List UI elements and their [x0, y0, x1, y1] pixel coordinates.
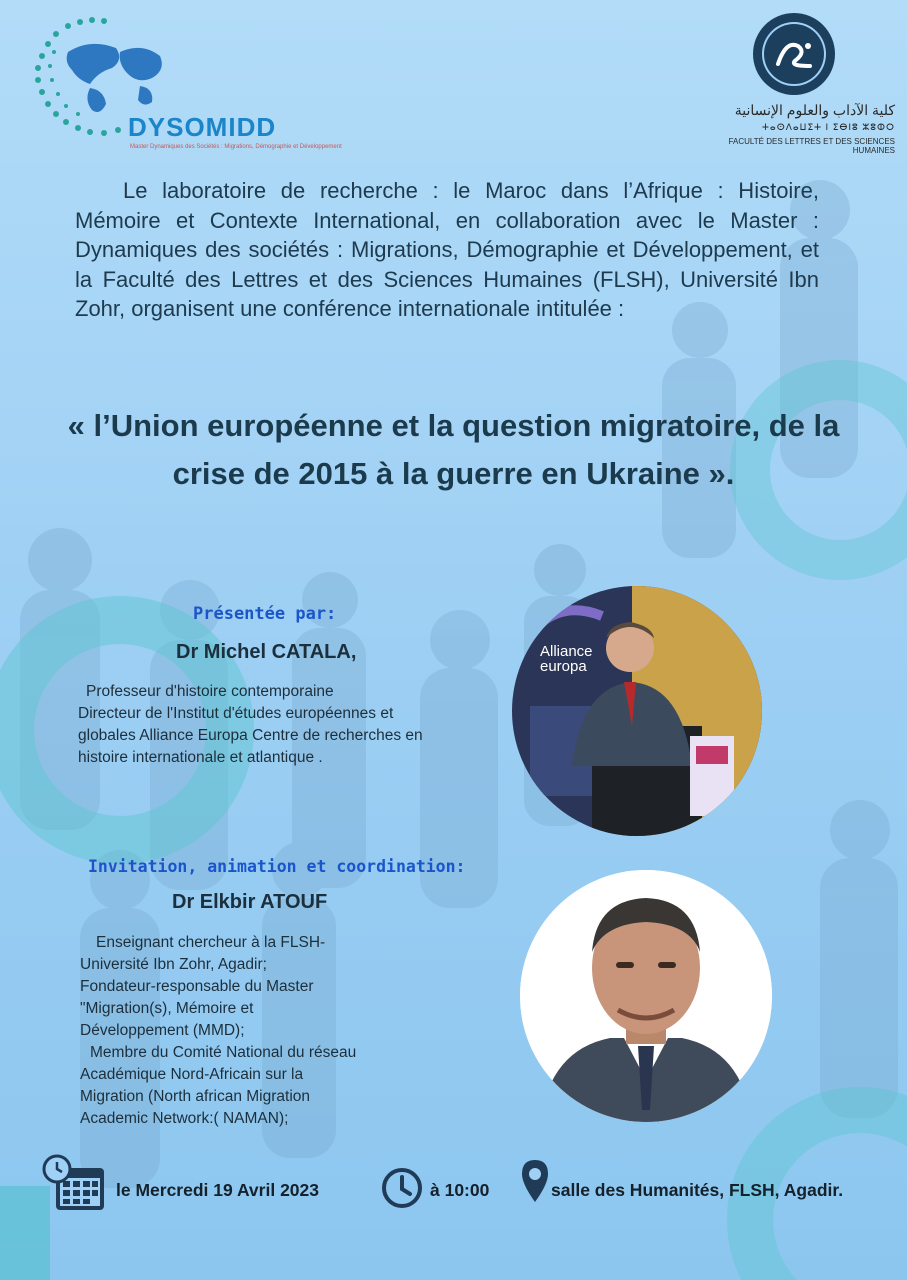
intro-paragraph: Le laboratoire de recherche : le Maroc dans l’Afrique : Histoire, Mémoire et Contexte International, en collaboration avec le Master : Dynamiques des sociétés : Migrations, Démographie et Développement, et la Faculté des Lettres et des Sciences Humaines (FLSH), Université Ibn Zohr, organisent une conférence internationale intitulée :: [75, 178, 819, 321]
speaker-bio-line: Professeur d'histoire contemporaine: [86, 683, 334, 700]
event-time: à 10:00: [430, 1180, 490, 1200]
host-photo: [520, 870, 772, 1122]
alliance-europa-banner: Alliance europa: [540, 643, 593, 675]
speaker-bio-line: globales Alliance Europa Centre de recherches en: [78, 727, 423, 744]
calendar-icon: [42, 1154, 108, 1214]
faculty-name-tifinagh: ⵜⴰⵙⴷⴰⵡⵉⵜ ⵏ ⵉⴱⵏⵓ ⵣⵓⵀⵔ: [761, 122, 895, 132]
dysomidd-subtitle: Master Dynamiques des Sociétés : Migrations, Démographie et Développement: [130, 144, 342, 150]
host-bio-line: Academic Network:( NAMAN);: [80, 1110, 289, 1127]
globe-icon: [67, 44, 162, 112]
university-seal: [752, 12, 836, 96]
speaker-bio-line: histoire internationale et atlantique .: [78, 749, 323, 766]
invitation-label: Invitation, animation et coordination:: [88, 857, 466, 876]
host-bio: [80, 932, 480, 1130]
host-bio-line: Membre du Comité National du réseau: [90, 1044, 357, 1061]
speaker-photo-illustration: [512, 586, 762, 836]
host-bio-line: Académique Nord-Africain sur la: [80, 1066, 304, 1083]
host-bio-line: Fondateur-responsable du Master: [80, 978, 314, 995]
location-pin-icon: [520, 1158, 550, 1204]
clock-icon: [380, 1166, 424, 1210]
conference-title: « l’Union européenne et la question migratoire, de la crise de 2015 à la guerre en Ukraine ».: [67, 408, 840, 491]
host-photo-illustration: [520, 870, 772, 1122]
faculty-name-arabic: كلية الآداب والعلوم الإنسانية: [734, 102, 895, 118]
presented-by-label: Présentée par:: [193, 604, 337, 624]
event-location: salle des Humanités, FLSH, Agadir.: [551, 1180, 844, 1200]
speaker-name: Dr Michel CATALA,: [176, 641, 357, 663]
event-date: le Mercredi 19 Avril 2023: [116, 1180, 319, 1200]
host-name: Dr Elkbir ATOUF: [172, 891, 328, 913]
host-bio-line: Enseignant chercheur à la FLSH-: [96, 934, 326, 951]
host-bio-line: "Migration(s), Mémoire et: [80, 1000, 254, 1017]
host-bio-line: Migration (North african Migration: [80, 1088, 311, 1105]
faculty-name-french: FACULTÉ DES LETTRES ET DES SCIENCES HUMAINES: [728, 137, 895, 155]
speaker-bio: [78, 681, 508, 769]
speaker-photo: [512, 586, 762, 836]
speaker-bio-line: Directeur de l'Institut d'études européennes et: [78, 705, 394, 722]
host-bio-line: Développement (MMD);: [80, 1022, 245, 1039]
host-bio-line: Université Ibn Zohr, Agadir;: [80, 956, 267, 973]
dysomidd-brand: DYSOMIDD: [128, 112, 277, 142]
